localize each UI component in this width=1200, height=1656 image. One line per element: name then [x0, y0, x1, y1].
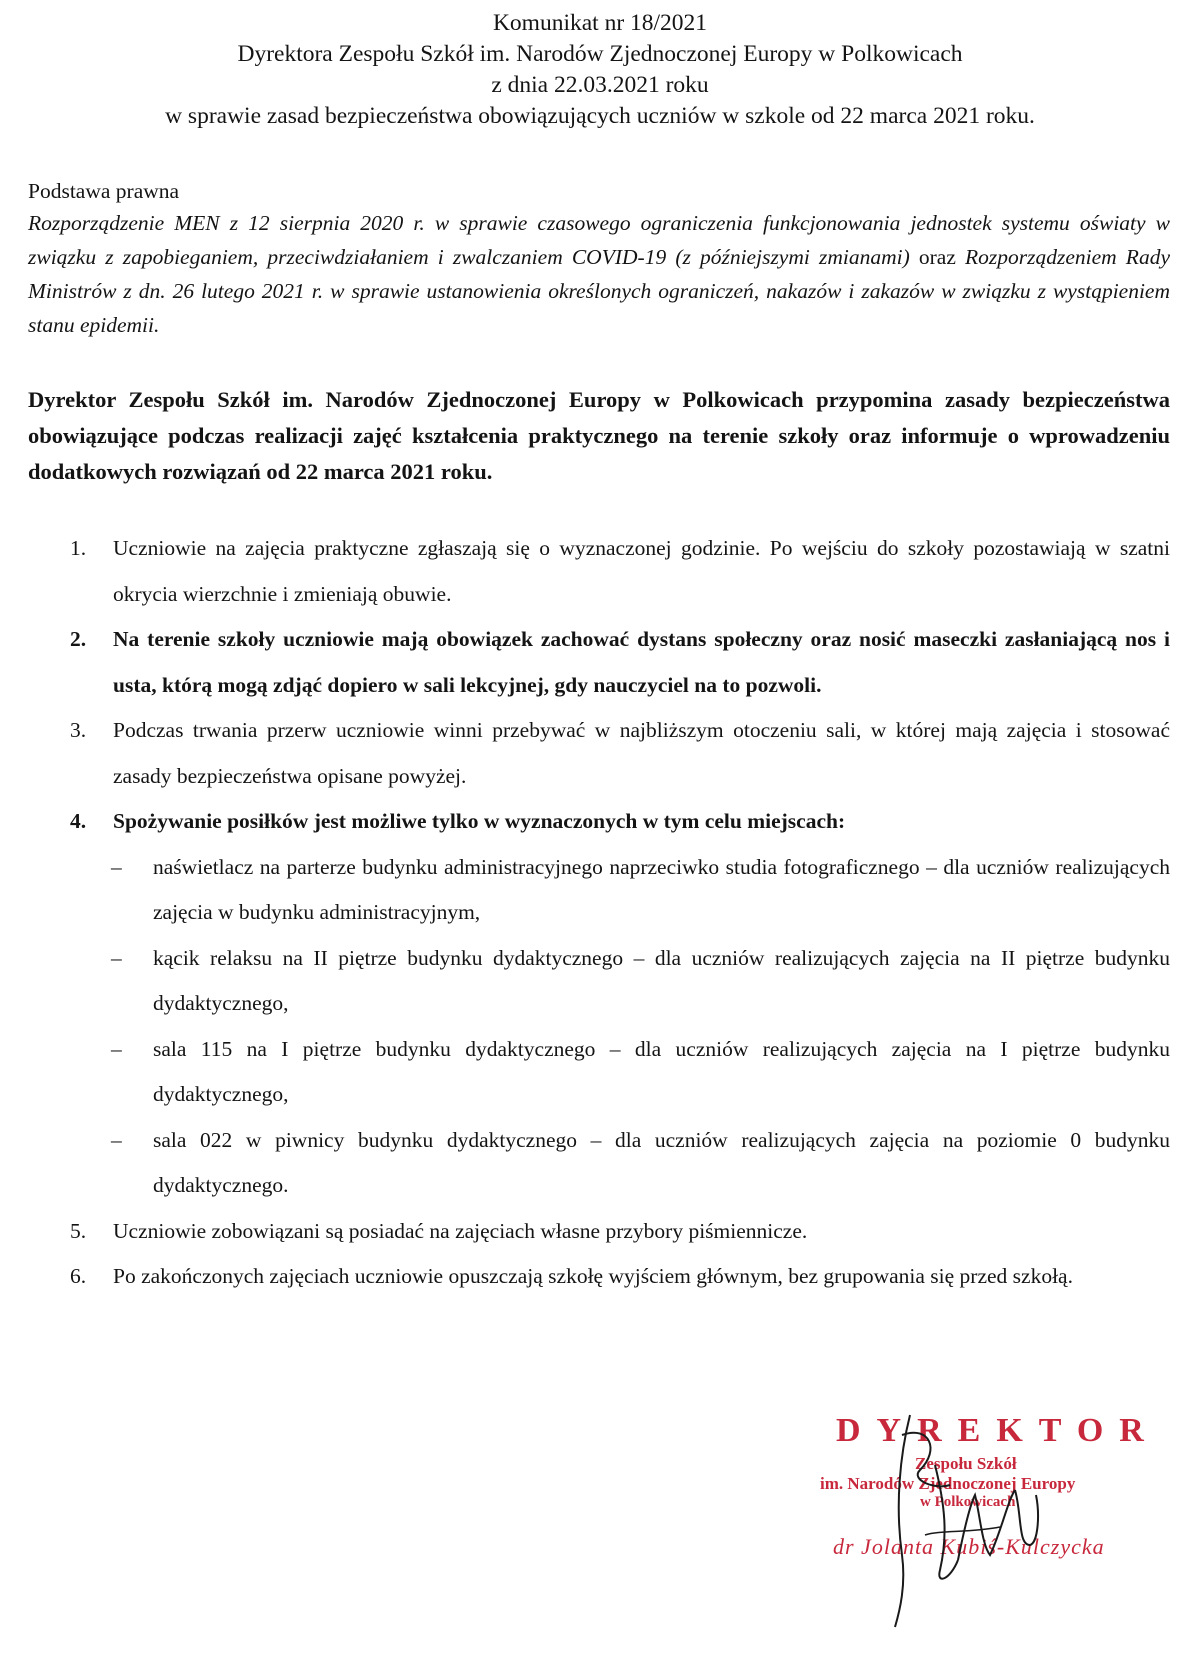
list-item — [0, 1254, 1200, 1300]
stamp-title: DYREKTOR — [836, 1412, 1160, 1449]
list-item-text: Na terenie szkoły uczniowie mają obowiązek zachować dystans społeczny oraz nosić maseczki zasłaniającą nos i usta, którą mogą zdjąć dopiero w sali lekcyjnej, gdy nauczyciel na to pozwoli. — [113, 627, 1170, 697]
sub-list-item — [0, 1027, 1200, 1118]
legal-basis — [28, 176, 1170, 342]
legal-basis-connector: oraz — [909, 245, 965, 269]
handwritten-signature — [840, 1395, 1080, 1635]
communique-number: Komunikat nr 18/2021 — [492, 10, 708, 36]
list-item-number: 1. — [70, 536, 87, 560]
rules-list — [0, 526, 1200, 1300]
issuer-line: Dyrektora Zespołu Szkół im. Narodów Zjednoczonej Europy w Polkowicach — [237, 41, 963, 67]
list-item-number: 3. — [70, 718, 87, 742]
sub-list-item — [0, 845, 1200, 936]
dash-bullet: – — [111, 945, 122, 970]
intro-paragraph: Dyrektor Zespołu Szkół im. Narodów Zjednoczonej Europy w Polkowicach przypomina zasady bezpieczeństwa obowiązujące podczas realizacji zajęć kształcenia praktycznego na terenie szkoły oraz informuje o wprowadzeniu dodatkowych rozwiązań od 22 marca 2021 roku. — [28, 387, 1170, 484]
sub-list-item-text: kącik relaksu na II piętrze budynku dydaktycznego – dla uczniów realizujących zajęcia na II piętrze budynku dydaktycznego, — [153, 945, 1170, 1015]
list-item-number: 5. — [70, 1218, 87, 1243]
list-item-text: Podczas trwania przerw uczniowie winni przebywać w najbliższym otoczeniu sali, w której mają zajęcia i stosować zasady bezpieczeństwa opisane powyżej. — [113, 718, 1170, 788]
subject-line: w sprawie zasad bezpieczeństwa obowiązujących uczniów w szkole od 22 marca 2021 roku. — [165, 103, 1035, 129]
legal-basis-text — [28, 206, 1170, 342]
sub-list-item-text: sala 115 na I piętrze budynku dydaktycznego – dla uczniów realizujących zajęcia na I piętrze budynku dydaktycznego, — [153, 1036, 1170, 1106]
list-item-text: Po zakończonych zajęciach uczniowie opuszczają szkołę wyjściem głównym, bez grupowania się przed szkołą. — [113, 1264, 1073, 1288]
list-item-text: Uczniowie na zajęcia praktyczne zgłaszają się o wyznaczonej godzinie. Po wejściu do szkoły pozostawiają w szatni okrycia wierzchnie i zmieniają obuwie. — [113, 536, 1170, 606]
dash-bullet: – — [111, 854, 122, 879]
sub-list-item — [0, 1118, 1200, 1209]
list-item — [0, 799, 1200, 845]
list-item-number: 6. — [70, 1264, 87, 1288]
sub-list-item-text: naświetlacz na parterze budynku administracyjnego naprzeciwko studia fotograficznego – dla uczniów realizujących zajęcia w budynku administracyjnym, — [153, 854, 1170, 924]
legal-basis-regulation-2: Rozporządzeniem Rady Ministrów z dn. 26 lutego 2021 r. w sprawie ustanowienia określonych ograniczeń, nakazów i zakazów w związku z wystąpieniem stanu epidemii. — [28, 245, 1170, 337]
stamp-location-line: w Polkowicach — [920, 1494, 1016, 1510]
sub-list-item-text: sala 022 w piwnicy budynku dydaktycznego – dla uczniów realizujących zajęcia na poziomie 0 budynku dydaktycznego. — [153, 1127, 1170, 1197]
list-item-number: 2. — [70, 627, 87, 651]
sub-list-item — [0, 936, 1200, 1027]
list-item-text: Spożywanie posiłków jest możliwe tylko w wyznaczonych w tym celu miejscach: — [113, 809, 846, 833]
stamp-school-name-line: im. Narodów Zjednoczonej Europy — [820, 1474, 1076, 1493]
document-header — [0, 8, 1200, 132]
stamp-director-name: dr Jolanta Kubiś-Kulczycka — [833, 1534, 1105, 1559]
legal-basis-regulation-1: Rozporządzenie MEN z 12 sierpnia 2020 r. w sprawie czasowego ograniczenia funkcjonowania jednostek systemu oświaty w związku z zapobieganiem, przeciwdziałaniem i zwalczaniem COVID-19 (z późniejszymi zmianami) — [28, 211, 1170, 269]
list-item — [0, 1209, 1200, 1255]
list-item-number: 4. — [70, 809, 87, 833]
stamp-school-line: Zespołu Szkół — [915, 1454, 1017, 1473]
dash-bullet: – — [111, 1127, 122, 1152]
dash-bullet: – — [111, 1036, 122, 1061]
list-item-text: Uczniowie zobowiązani są posiadać na zajęciach własne przybory piśmiennicze. — [113, 1218, 808, 1243]
legal-basis-label: Podstawa prawna — [28, 179, 180, 203]
issue-date: z dnia 22.03.2021 roku — [491, 72, 709, 98]
list-item — [0, 526, 1200, 617]
list-item — [0, 617, 1200, 708]
list-item — [0, 708, 1200, 799]
